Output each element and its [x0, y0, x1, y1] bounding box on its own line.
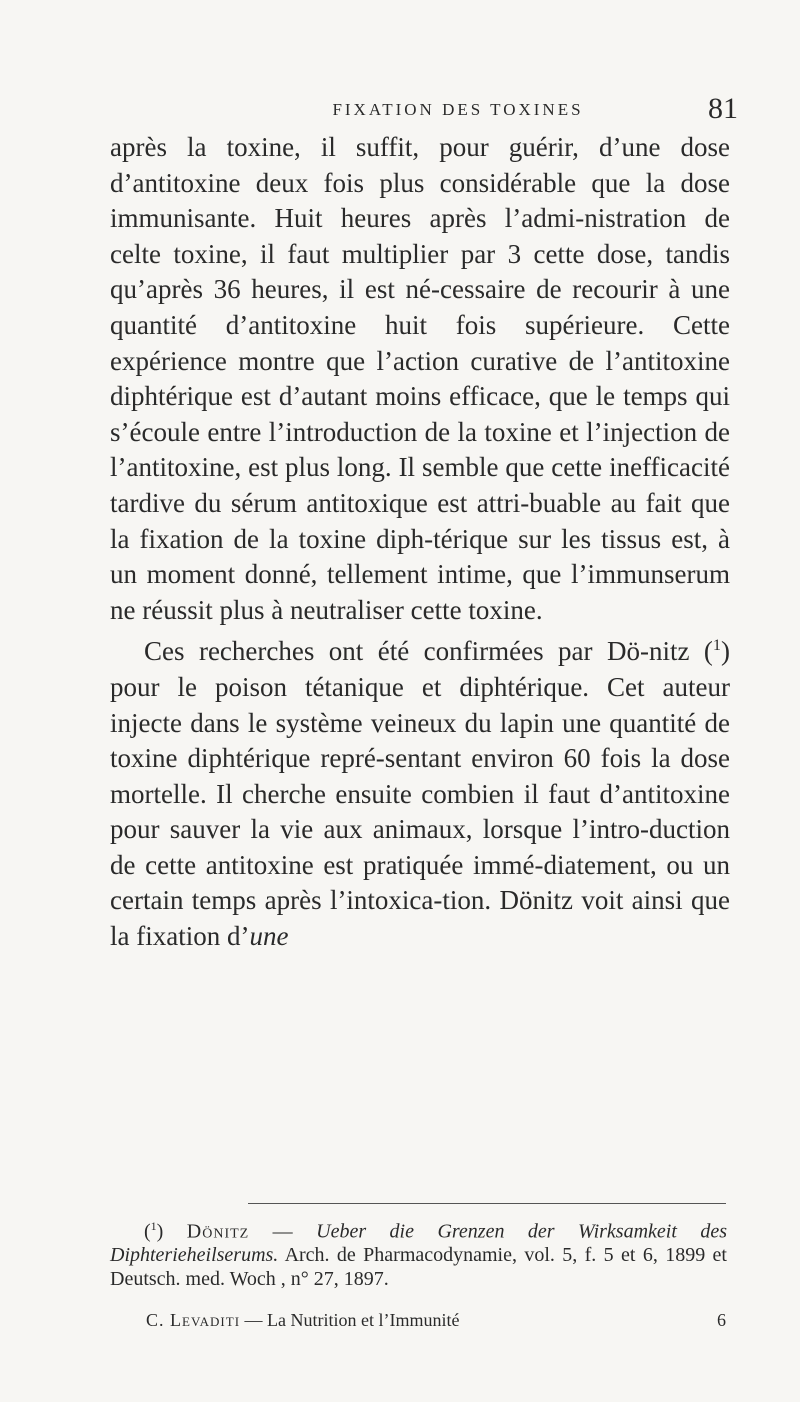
footnote-marker: 1: [150, 1219, 157, 1233]
footnote-rule: [248, 1203, 726, 1204]
paragraph-2-italic-word: une: [249, 921, 289, 952]
running-head: FIXATION DES TOXINES: [332, 100, 584, 119]
footnote-title: Ueber die Grenzen der Wirksamkeit des Diphterieheilserums.: [110, 1220, 727, 1267]
paragraph-1: après la toxine, il suffit, pour guérir, d’une dose d’antitoxine deux fois plus considérable que la dose immunisante. Huit heures après l’admi-nistration de celte toxine, il faut multiplier par 3 cette dose, tandis qu’après 36 heures, il est né-cessaire de recourir à une quantité d’antitoxine huit fois supérieure. Cette expérience montre que l’action curative de l’antitoxine diphtérique est d’autant moins efficace, que le temps qui s’écoule entre l’introduction de la toxine et l’injection de l’antitoxine, est plus long. Il semble que cette inefficacité tardive du sérum antitoxique est attri-buable au fait que la fixation de la toxine diph-térique sur les tissus est, à un moment donné, tellement intime, que l’immunserum ne réussit plus à neutraliser cette toxine.: [110, 132, 730, 625]
paragraph-2-body: pour le poison tétanique et diphtérique. Cet auteur injecte dans le système veineux du lapin une quantité de toxine diphtérique repré-sentant environ 60 fois la dose mortelle. Il cherche ensuite combien il faut d’antitoxine pour sauver la vie aux animaux, lorsque l’intro-duction de cette antitoxine est pratiquée immé-diatement, ou un certain temps après l’intoxica-tion. Dönitz voit ainsi que la fixation d’: [110, 671, 730, 952]
footnote: ($^1$) Dönitz — Ueber die Grenzen der Wirksamkeit des Diphterieheilserums. Arch. de Pharmacodynamie, vol. 5, f. 5 et 6, 1899 et Deutsch. med. Woch , n° 27, 1897.: [110, 1219, 727, 1290]
signature-sheet-number: 6: [717, 1310, 726, 1330]
signature-line: [146, 1310, 726, 1331]
footnote-dash: —: [249, 1220, 317, 1243]
footnote-author: Dönitz: [186, 1220, 250, 1243]
signature-author: C. Levaditi: [146, 1310, 241, 1330]
paragraph-2-start: Ces recherches ont été confirmées par Dö-nitz: [144, 636, 690, 667]
footnote-reference-details: Arch. de Pharmacodynamie, vol. 5, f. 5 et 6, 1899 et Deutsch. med. Woch , n° 27, 1897.: [110, 1244, 727, 1290]
signature-title: [146, 1310, 460, 1331]
paragraph-2: Ces recherches ont été confirmées par Dö-nitz ($^1$) pour le poison tétanique et diphtérique. Cet auteur injecte dans le système veineux du lapin une quantité de toxine diphtérique repré-sentant environ 60 fois la dose mortelle. Il cherche ensuite combien il faut d’antitoxine pour sauver la vie aux animaux, lorsque l’intro-duction de cette antitoxine est pratiquée immé-diatement, ou un certain temps après l’intoxica-tion. Dönitz voit ainsi que la fixation d’une: [110, 636, 731, 952]
signature-book-title: — La Nutrition et l’Immunité: [240, 1310, 460, 1330]
body-text: [110, 130, 730, 955]
page-number: 81: [708, 92, 738, 125]
footnote-reference: 1: [712, 636, 722, 655]
